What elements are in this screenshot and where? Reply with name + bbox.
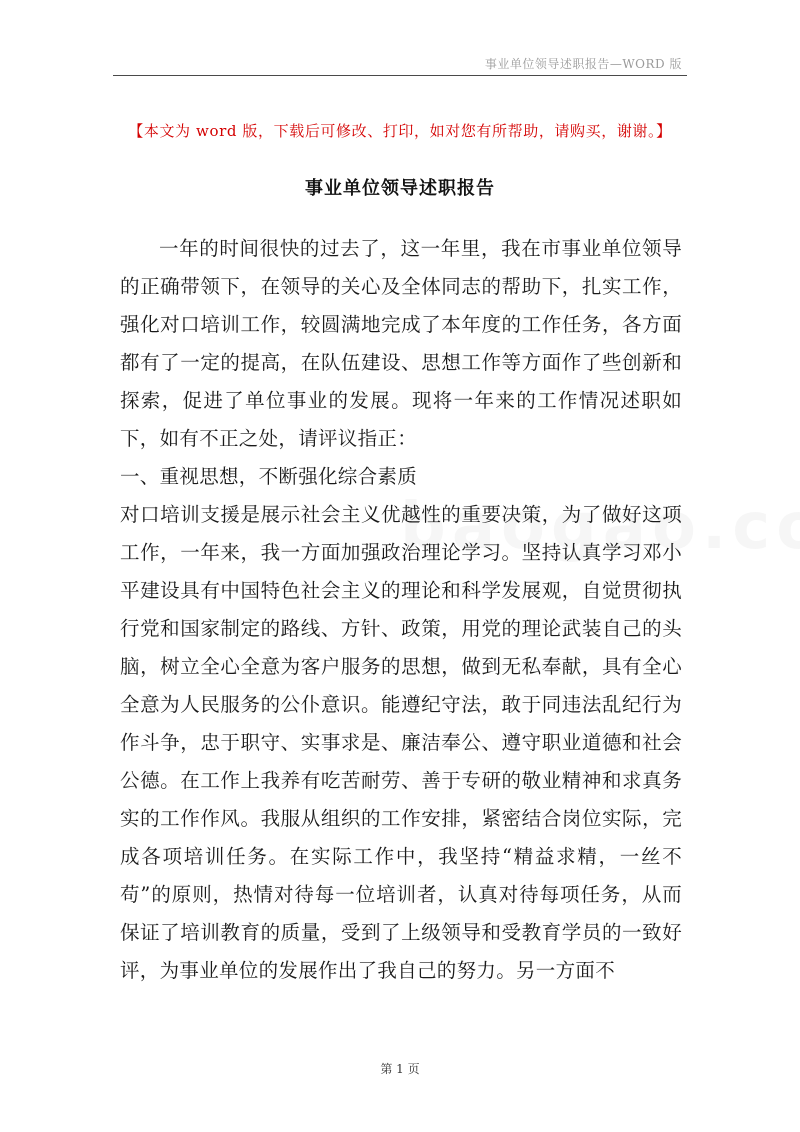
- document-body: [120, 230, 682, 990]
- intro-paragraph: 一年的时间很快的过去了，这一年里，我在市事业单位领导的正确带领下，在领导的关心及全体同志的帮助下，扎实工作，强化对口培训工作，较圆满地完成了本年度的工作任务，各方面都有了一定的提高，在队伍建设、思想工作等方面作了些创新和探索，促进了单位事业的发展。现将一年来的工作情况述职如下，如有不正之处，请评议指正：: [120, 237, 682, 450]
- section-heading-1: 一、重视思想，不断强化综合素质: [120, 465, 418, 488]
- page-number: 第 1 页: [380, 1062, 420, 1076]
- document-title: 事业单位领导述职报告: [305, 178, 495, 199]
- download-notice: 【本文为 word 版，下载后可修改、打印，如对您有所帮助，请购买，谢谢。】: [128, 122, 672, 140]
- body-paragraph-1: 对口培训支援是展示社会主义优越性的重要决策，为了做好这项工作，一年来，我一方面加强政治理论学习。坚持认真学习邓小平建设具有中国特色社会主义的理论和科学发展观，自觉贯彻执行党和国家制定的路线、方针、政策，用党的理论武装自己的头脑，树立全心全意为客户服务的思想，做到无私奉献，具有全心全意为人民服务的公仆意识。能遵纪守法，敢于同违法乱纪行为作斗争，忠于职守、实事求是、廉洁奉公、遵守职业道德和社会公德。在工作上我养有吃苦耐劳、善于专研的敬业精神和求真务实的工作作风。我服从组织的工作安排，紧密结合岗位实际，完成各项培训任务。在实际工作中，我坚持“精益求精，一丝不苟”的原则，热情对待每一位培训者，认真对待每项任务，从而保证了培训教育的质量，受到了上级领导和受教育学员的一致好评，为事业单位的发展作出了我自己的努力。另一方面不: [120, 503, 682, 982]
- header-divider: [113, 75, 687, 76]
- running-header: 事业单位领导述职报告—WORD 版: [484, 57, 682, 71]
